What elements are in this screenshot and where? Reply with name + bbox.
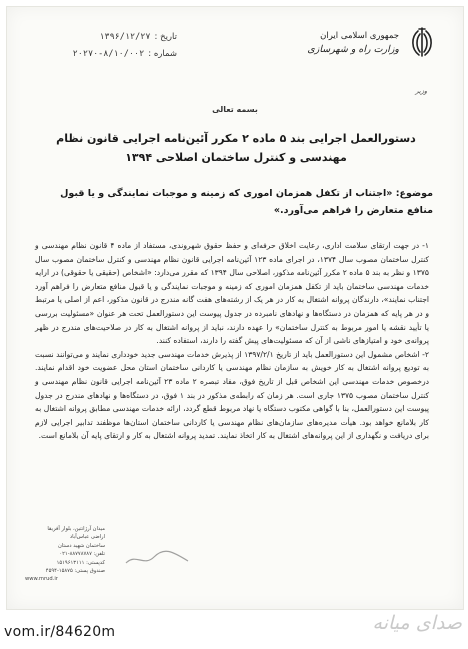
date-value: ۱۳۹۶/۱۲/۲۷ bbox=[99, 32, 151, 42]
paragraph-1: ۱- در جهت ارتقای سلامت اداری، رعایت اخلاق حرفه‌ای و حفظ حقوق شهروندی، مستفاد از ماده ۴ قانون نظام مهندسی و کنترل ساختمان مصوب سال ۱۳۷۴، در اجرای ماده ۱۲۳ آئین‌نامه اجرایی قانون نظام مهندسی و کنترل ساختمان مصوب سال ۱۳۷۵ و نظر به بند ۵ ماده ۲ مکرر آئین‌نامه مذکور، اصلاحی سال ۱۳۹۴ که مقرر می‌دارد: «اشخاص (حقیقی یا حقوقی) در ارایه خدمات مهندسی ساختمان باید از تکفل همزمان اموری که زمینه و موجبات نمایندگی و یا قبول منافع متعارض را فراهم آورد اجتناب نمایند»، دارندگان پروانه اشتغال به کار در هر یک از رشته‌های هفت گانه مندرج در قانون مذکور، اعم از اصلی یا مرتبط و در هر پایه که همزمان در دستگاه‌ها و نهادهای نامبرده در جدول پیوست این دستورالعمل تحت هر عنوان «مسئولیت بررسی یا تأیید نقشه یا امور مربوط به کنترل ساختمان» را عهده دارند، نباید از پروانه اشتغال به کار در صلاحیت‌های مندرج در ظهر پروانه‌ی خود و امتیازهای ناشی از آن که مسئولیت‌های پیش گفته را دارند، استفاده کنند. bbox=[35, 241, 429, 346]
ministry-website: www.mrud.ir bbox=[25, 576, 58, 583]
date-label: تاریخ : bbox=[154, 32, 177, 42]
org-ministry: وزارت راه و شهرسازی bbox=[307, 44, 399, 55]
paragraph-2: ۲- اشخاص مشمول این دستورالعمل باید از تاریخ ۱۳۹۷/۲/۱ از پذیرش خدمات مهندسی جدید خودداری نمایند و می‌توانند نسبت به تودیع پروانه اشتغال به کار خویش به سازمان نظام مهندسی یا کاردانی ساختمان استان محل عضویت خود اقدام نمایند. درخصوص خدمات مهندسی این اشخاص قبل از تاریخ فوق، مفاد تبصره ۲ ماده ۲۳ آئین‌نامه اجرایی قانون نظام مهندسی و کنترل ساختمان مصوب ۱۳۷۵ جاری است. هر زمان که رابطه‌ی مذکور در بند ۱ فوق، در دستگاه‌ها و نهادهای مندرج در جدول پیوست این دستورالعمل، بنا با گواهی مکتوب دستگاه یا نهاد مربوط قطع گردد، ارائه خدمات مهندسی مطابق پروانه اشتغال به کار بلامانع خواهد بود. هیأت مدیره‌های سازمان‌های نظام مهندسی یا کاردانی ساختمان استان‌ها موظفند تدابیر اجرایی لازم برای دریافت و نگهداری از این پروانه‌های اشتغال به کار اتخاذ نمایند. تمدید پروانه اشتغال به کار و ارتقای پایه آن بلامانع است. bbox=[35, 349, 430, 441]
iran-emblem-icon bbox=[407, 25, 437, 59]
document-body bbox=[35, 239, 429, 443]
address-line: کدپستی: ۱۵۱۹۶۱۳۱۱۱ bbox=[56, 559, 105, 566]
basmala: بسمه تعالی bbox=[212, 105, 258, 114]
number-row bbox=[27, 46, 177, 63]
watermark-logo: صدای میانه bbox=[372, 612, 462, 634]
ministry-address bbox=[25, 525, 105, 584]
document-title: دستورالعمل اجرایی بند ۵ ماده ۲ مکرر آئین‌نامه اجرایی قانون نظام مهندسی و کنترل ساختمان اصلاحی ۱۳۹۴ bbox=[56, 132, 416, 164]
signature-mark-icon bbox=[122, 547, 192, 571]
address-line: ساختمان شهید دستان bbox=[57, 542, 105, 549]
number-value: ۲۰۲۷۰-۸/۱۰/۰۰۲ bbox=[72, 49, 145, 59]
org-country: جمهوری اسلامی ایران bbox=[320, 31, 399, 41]
organization-name bbox=[307, 29, 399, 57]
letter-meta bbox=[27, 29, 177, 63]
address-line: صندوق پستی: ۱۵۸۷۵-۴۵۹۴ bbox=[45, 568, 105, 575]
document-subject: موضوع: «اجتناب از تکفل همزمان اموری که زمینه و موجبات نمایندگی و یا قبول منافع متعارض را فراهم می‌آورد.» bbox=[60, 188, 433, 216]
watermark-url: vom.ir/84620m bbox=[4, 624, 116, 640]
number-label: شماره : bbox=[148, 49, 177, 59]
org-office: وزیر bbox=[415, 87, 427, 95]
date-row bbox=[27, 29, 177, 46]
address-line: تلفن: ۸۸۷۷۸۷۸۷-۰۲۱ bbox=[59, 551, 105, 558]
letter-page bbox=[6, 6, 464, 610]
address-line: میدان آرژانتین، بلوار آفریقا bbox=[47, 526, 105, 532]
address-line: اراضی عباس‌آباد bbox=[69, 534, 105, 541]
